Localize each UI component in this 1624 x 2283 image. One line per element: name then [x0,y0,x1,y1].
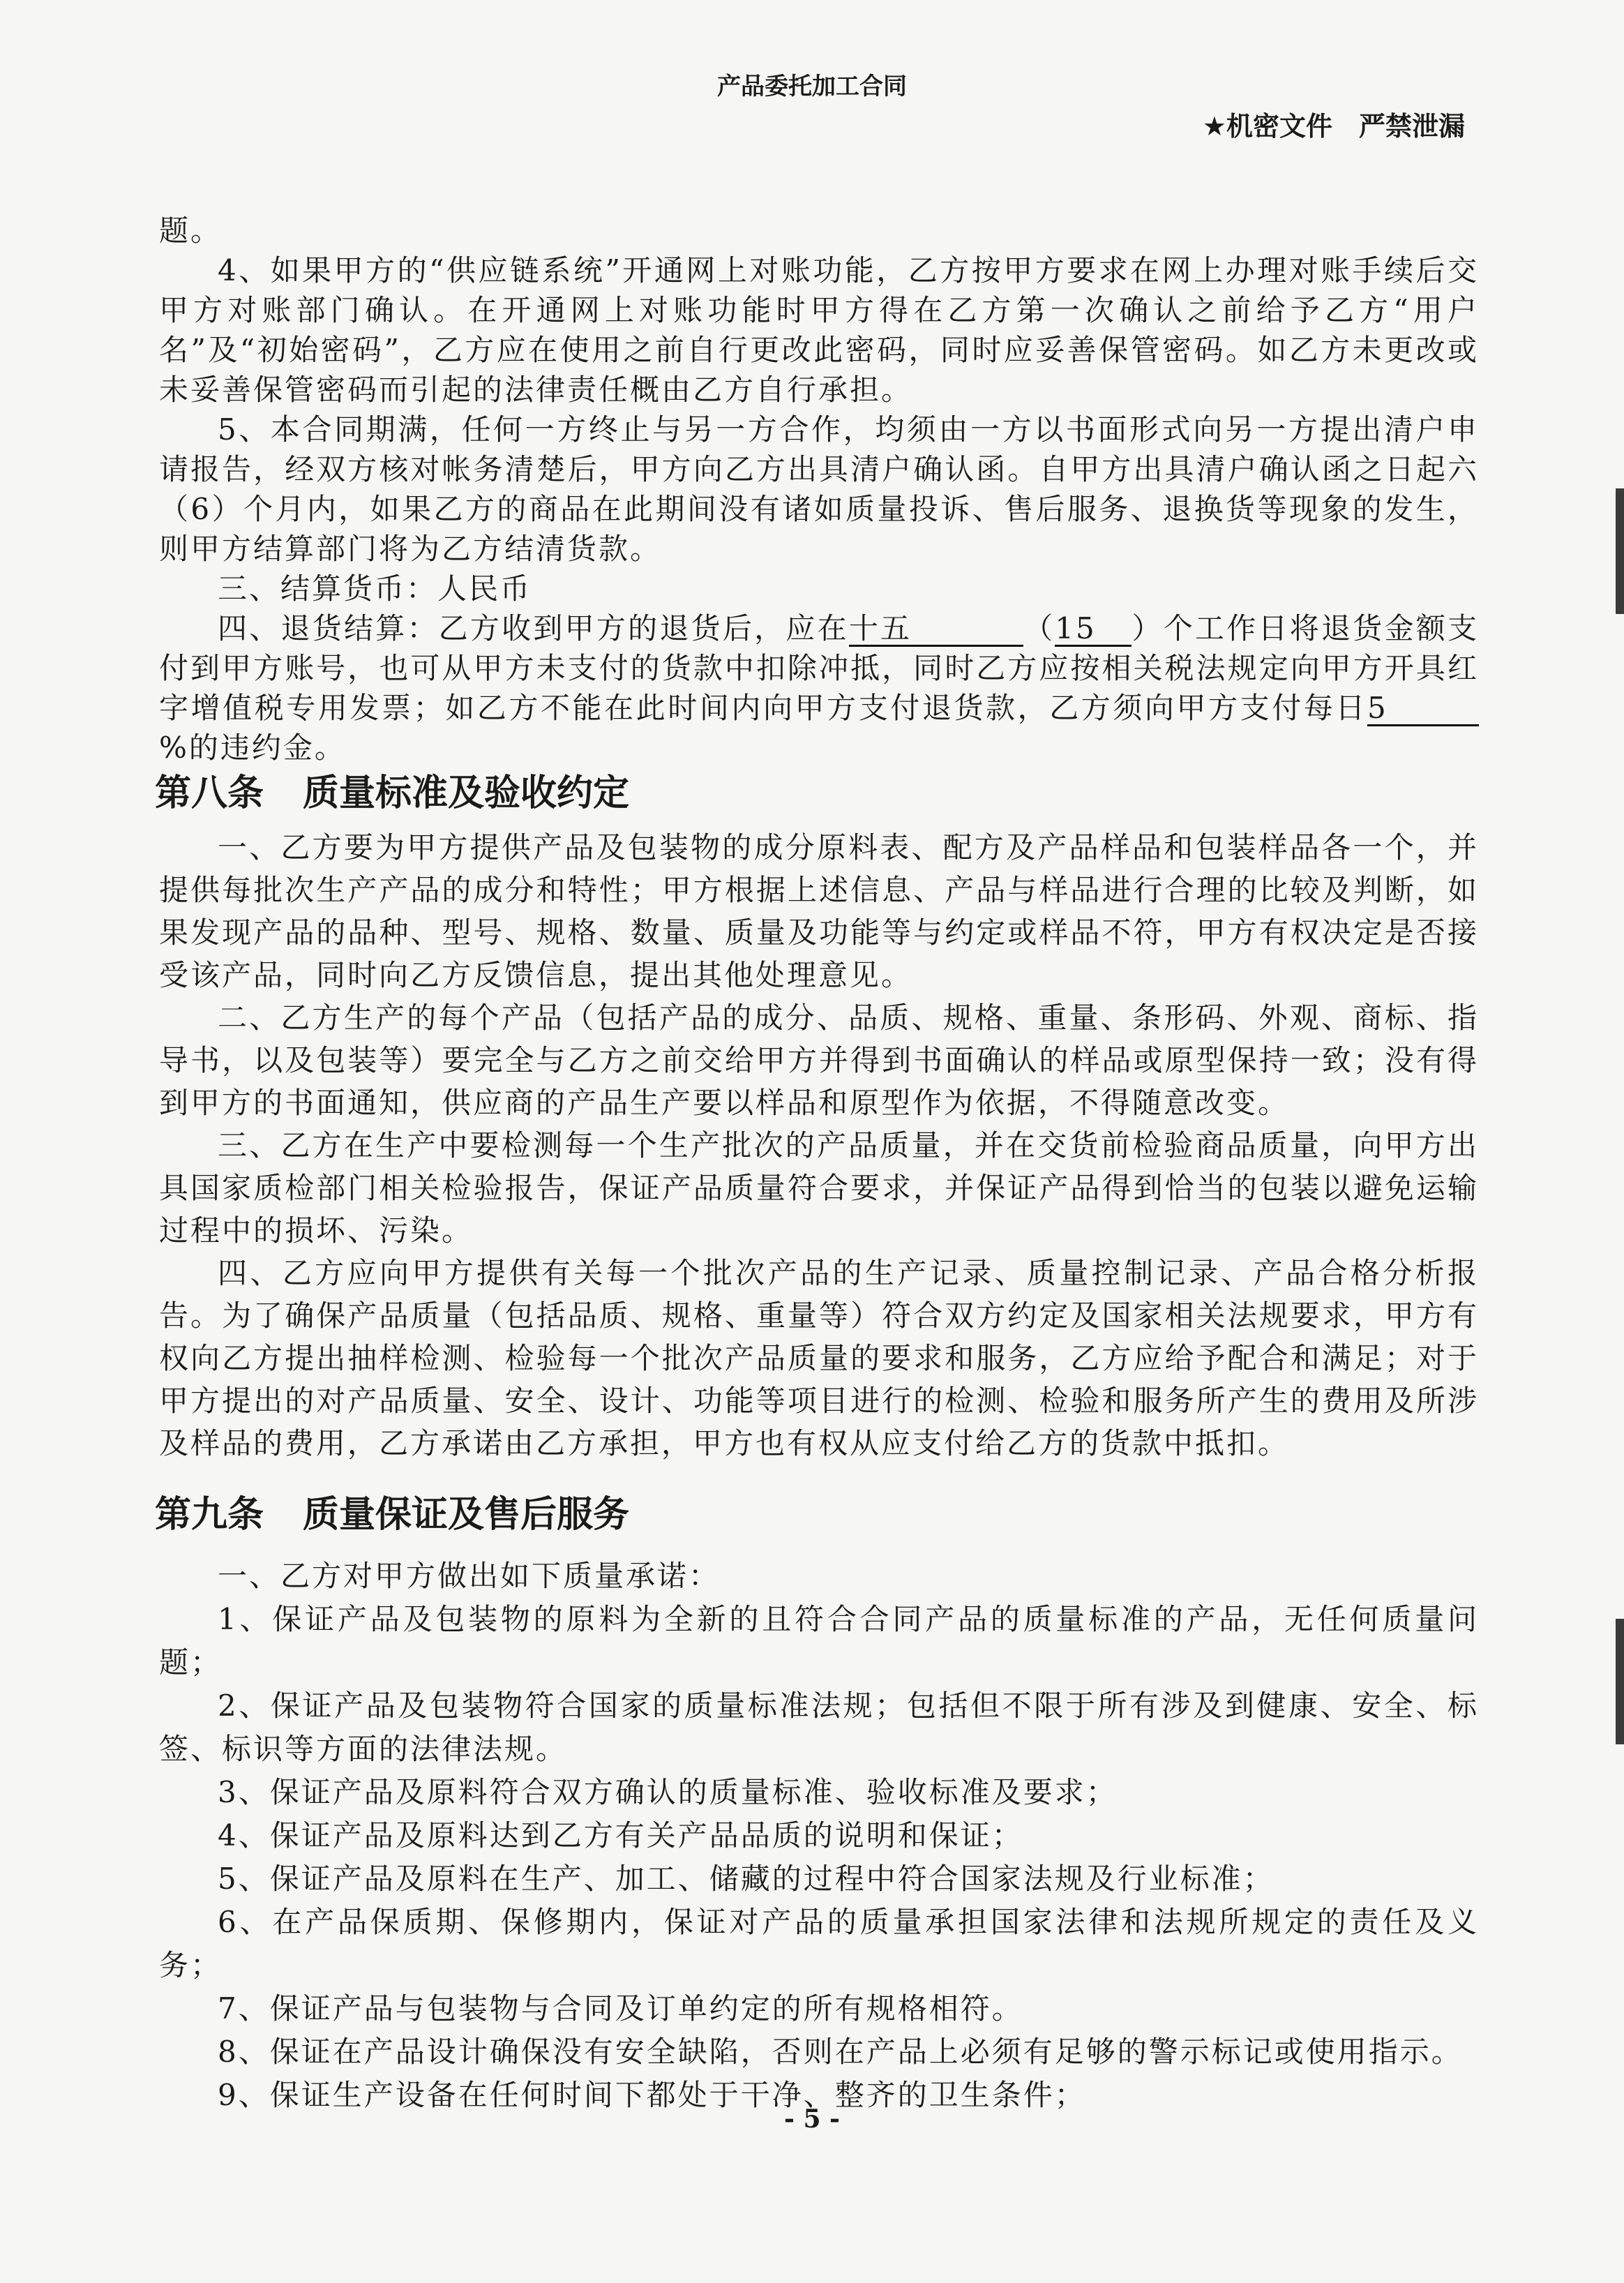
list-item: 2、保证产品及包装物符合国家的质量标准法规；包括但不限于所有涉及到健康、安全、标签、标识等方面的法律法规。 [159,1689,1479,1766]
days-num-blank: 15 [1055,613,1131,647]
scan-edge-shadow [1616,1619,1624,1744]
article-number: 第八条 [155,772,264,814]
text: %的违约金。 [159,731,346,765]
text: 四、退货结算：乙方收到甲方的退货后，应在 [218,611,849,645]
article8-body [159,826,1479,1465]
list-item: 4、保证产品及原料达到乙方有关产品品质的说明和保证； [218,1818,1023,1852]
document-title: 产品委托加工合同 [717,73,907,100]
list-item: 3、保证产品及原料符合双方确认的质量标准、验收标准及要求； [218,1775,1118,1809]
article-title: 质量标准及验收约定 [303,772,630,814]
paragraph: 三、乙方在生产中要检测每一个生产批次的产品质量，并在交货前检验商品质量，向甲方出具国家质检部门相关检验报告，保证产品质量符合要求，并保证产品得到恰当的包装以避免运输过程中的损坏、污染。 [159,1128,1479,1248]
list-item: 1、保证产品及包装物的原料为全新的且符合合同产品的质量标准的产品，无任何质量问题； [159,1602,1479,1679]
list-item: 8、保证在产品设计确保没有安全缺陷，否则在产品上必须有足够的警示标记或使用指示。 [218,2035,1463,2069]
list-item: 6、在产品保质期、保修期内，保证对产品的质量承担国家法律和法规所规定的责任及义务； [159,1905,1479,1982]
page-number: - 5 - [784,2104,840,2134]
settlement-clauses [159,211,1479,768]
article-title: 质量保证及售后服务 [303,1494,630,1536]
paragraph: 一、乙方要为甲方提供产品及包装物的成分原料表、配方及产品样品和包装样品各一个，并提供每批次生产产品的成分和特性；甲方根据上述信息、产品与样品进行合理的比较及判断，如果发现产品的品种、型号、规格、数量、质量及功能等与约定或样品不符，甲方有权决定是否接受该产品，同时向乙方反馈信息，提出其他处理意见。 [159,830,1479,992]
penalty-blank: 5 [1367,692,1479,726]
list-item: 5、保证产品及原料在生产、加工、储藏的过程中符合国家法规及行业标准； [218,1862,1275,1896]
days-cn-blank: 十五 [849,613,1023,647]
article-number: 第九条 [155,1494,264,1536]
text: （ [1023,611,1055,645]
paragraph: 4、如果甲方的“供应链系统”开通网上对账功能，乙方按甲方要求在网上办理对账手续后交甲方对账部门确认。在开通网上对账功能时甲方得在乙方第一次确认之前给予乙方“用户名”及“初始密码”，乙方应在使用之前自行更改此密码，同时应妥善保管密码。如乙方未更改或未妥善保管密码而引起的法律责任概由乙方自行承担。 [159,253,1479,407]
confidential-label: ★机密文件 严禁泄漏 [1202,111,1465,142]
paragraph: 四、乙方应向甲方提供有关每一个批次产品的生产记录、质量控制记录、产品合格分析报告。为了确保产品质量（包括品质、规格、重量等）符合双方约定及国家相关法规要求，甲方有权向乙方提出抽样检测、检验每一个批次产品质量的要求和服务，乙方应给予配合和满足；对于甲方提出的对产品质量、安全、设计、功能等项目进行的检测、检验和服务所产生的费用及所涉及样品的费用，乙方承诺由乙方承担，甲方也有权从应支付给乙方的货款中抵扣。 [159,1256,1479,1460]
article9-body [159,1555,1479,2117]
return-settlement-paragraph [159,608,1479,768]
paragraph: 5、本合同期满，任何一方终止与另一方合作，均须由一方以书面形式向另一方提出清户申请报告，经双方核对帐务清楚后，甲方向乙方出具清户确认函。自甲方出具清户确认函之日起六（6）个月内，如果乙方的商品在此期间没有诸如质量投诉、售后服务、退换货等现象的发生，则甲方结算部门将为乙方结清货款。 [159,412,1479,566]
list-item: 9、保证生产设备在任何时间下都处于干净、整齐的卫生条件； [218,2078,1086,2112]
scan-edge-shadow [1616,488,1624,614]
paragraph: 三、结算货币：人民币 [218,571,532,606]
text: ）个工作日将退货金额支付到甲方账号，也可从甲方未支付的货款中扣除冲抵，同时乙方应按相关税法规定向甲方开具红字增值税专用发票；如乙方不能在此时间内向甲方支付退货款，乙方须向甲方支付每日 [159,611,1479,725]
paragraph: 二、乙方生产的每个产品（包括产品的成分、品质、规格、重量、条形码、外观、商标、指导书，以及包装等）要完全与乙方之前交给甲方并得到书面确认的样品或原型保持一致；没有得到甲方的书面通知，供应商的产品生产要以样品和原型作为依据，不得随意改变。 [159,1001,1479,1120]
article9-heading [155,1485,629,1537]
paragraph: 一、乙方对甲方做出如下质量承诺： [218,1559,721,1593]
article8-heading [155,763,629,816]
list-item: 7、保证产品与包装物与合同及订单约定的所有规格相符。 [218,1991,1023,2026]
paragraph: 题。 [159,214,223,248]
